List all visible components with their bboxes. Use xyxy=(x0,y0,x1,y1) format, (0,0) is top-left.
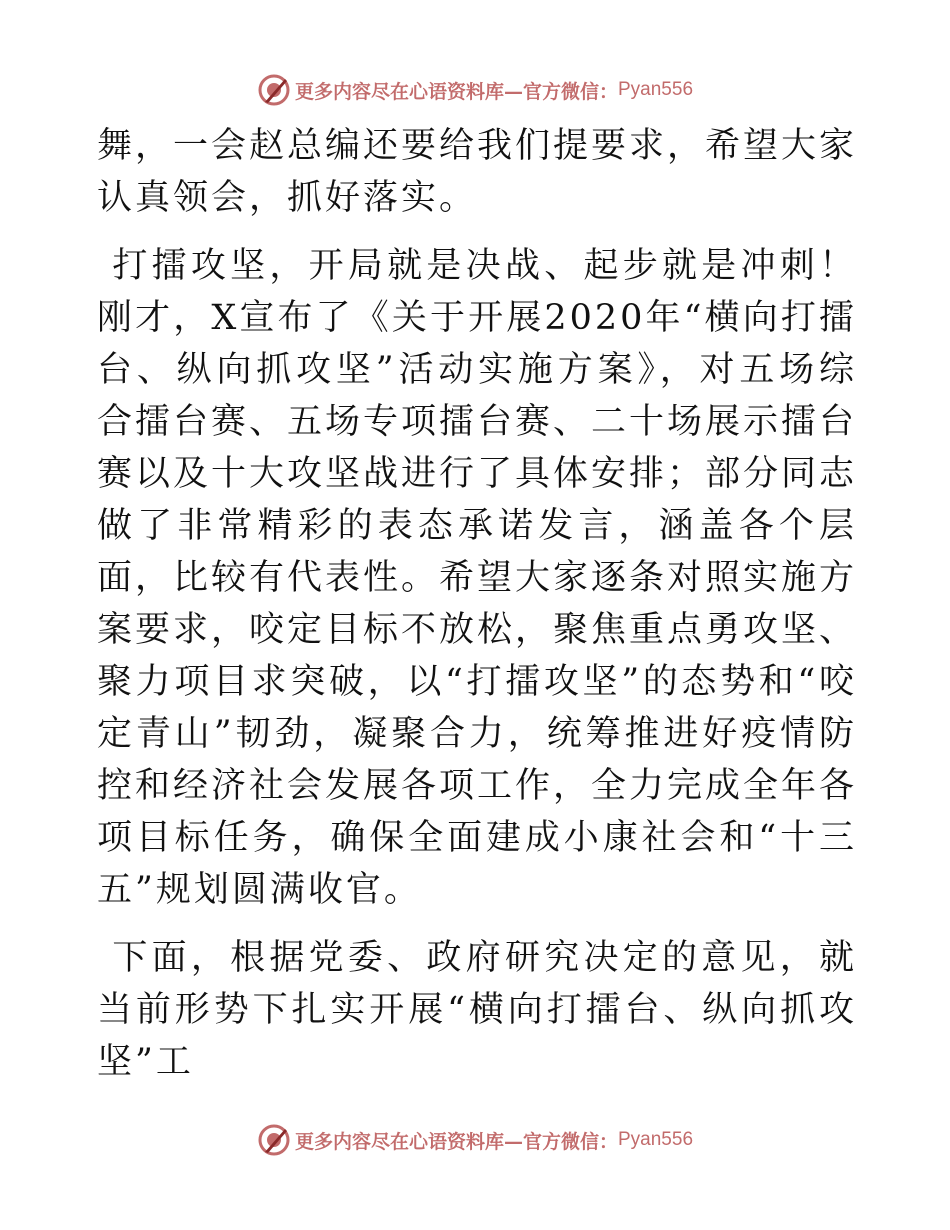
watermark-wechat-id: Pyan556 xyxy=(618,1129,694,1150)
paragraph-2: 打擂攻坚，开局就是决战、起步就是冲刺！刚才，X宣布了《关于开展2020年“横向打擂台、纵向抓攻坚”活动实施方案》，对五场综合擂台赛、五场专项擂台赛、二十场展示擂台赛以及十大攻坚战进行了具体安排；部分同志做了非常精彩的表态承诺发言，涵盖各个层面，比较有代表性。希望大家逐条对照实施方案要求，咬定目标不放松，聚焦重点勇攻坚、聚力项目求突破，以“打擂攻坚”的态势和“咬定青山”韧劲，凝聚合力，统筹推进好疫情防控和经济社会发展各项工作，全力完成全年各项目标任务，确保全面建成小康社会和“十三五”规划圆满收官。 xyxy=(97,246,858,910)
watermark-text: 更多内容尽在心语资料库—官方微信： xyxy=(294,1130,618,1153)
watermark-wechat-id: Pyan556 xyxy=(618,79,694,100)
paragraph-3: 下面，根据党委、政府研究决定的意见，就当前形势下扎实开展“横向打擂台、纵向抓攻坚”工 xyxy=(97,938,857,1082)
paragraph-1: 舞，一会赵总编还要给我们提要求，希望大家认真领会，抓好落实。 xyxy=(97,126,858,218)
header-watermark xyxy=(0,70,950,110)
watermark-text: 更多内容尽在心语资料库—官方微信： xyxy=(294,80,618,103)
quill-seal-icon xyxy=(257,1123,291,1157)
quill-seal-icon xyxy=(257,73,291,107)
footer-watermark xyxy=(0,1120,950,1160)
document-body xyxy=(97,120,857,1104)
